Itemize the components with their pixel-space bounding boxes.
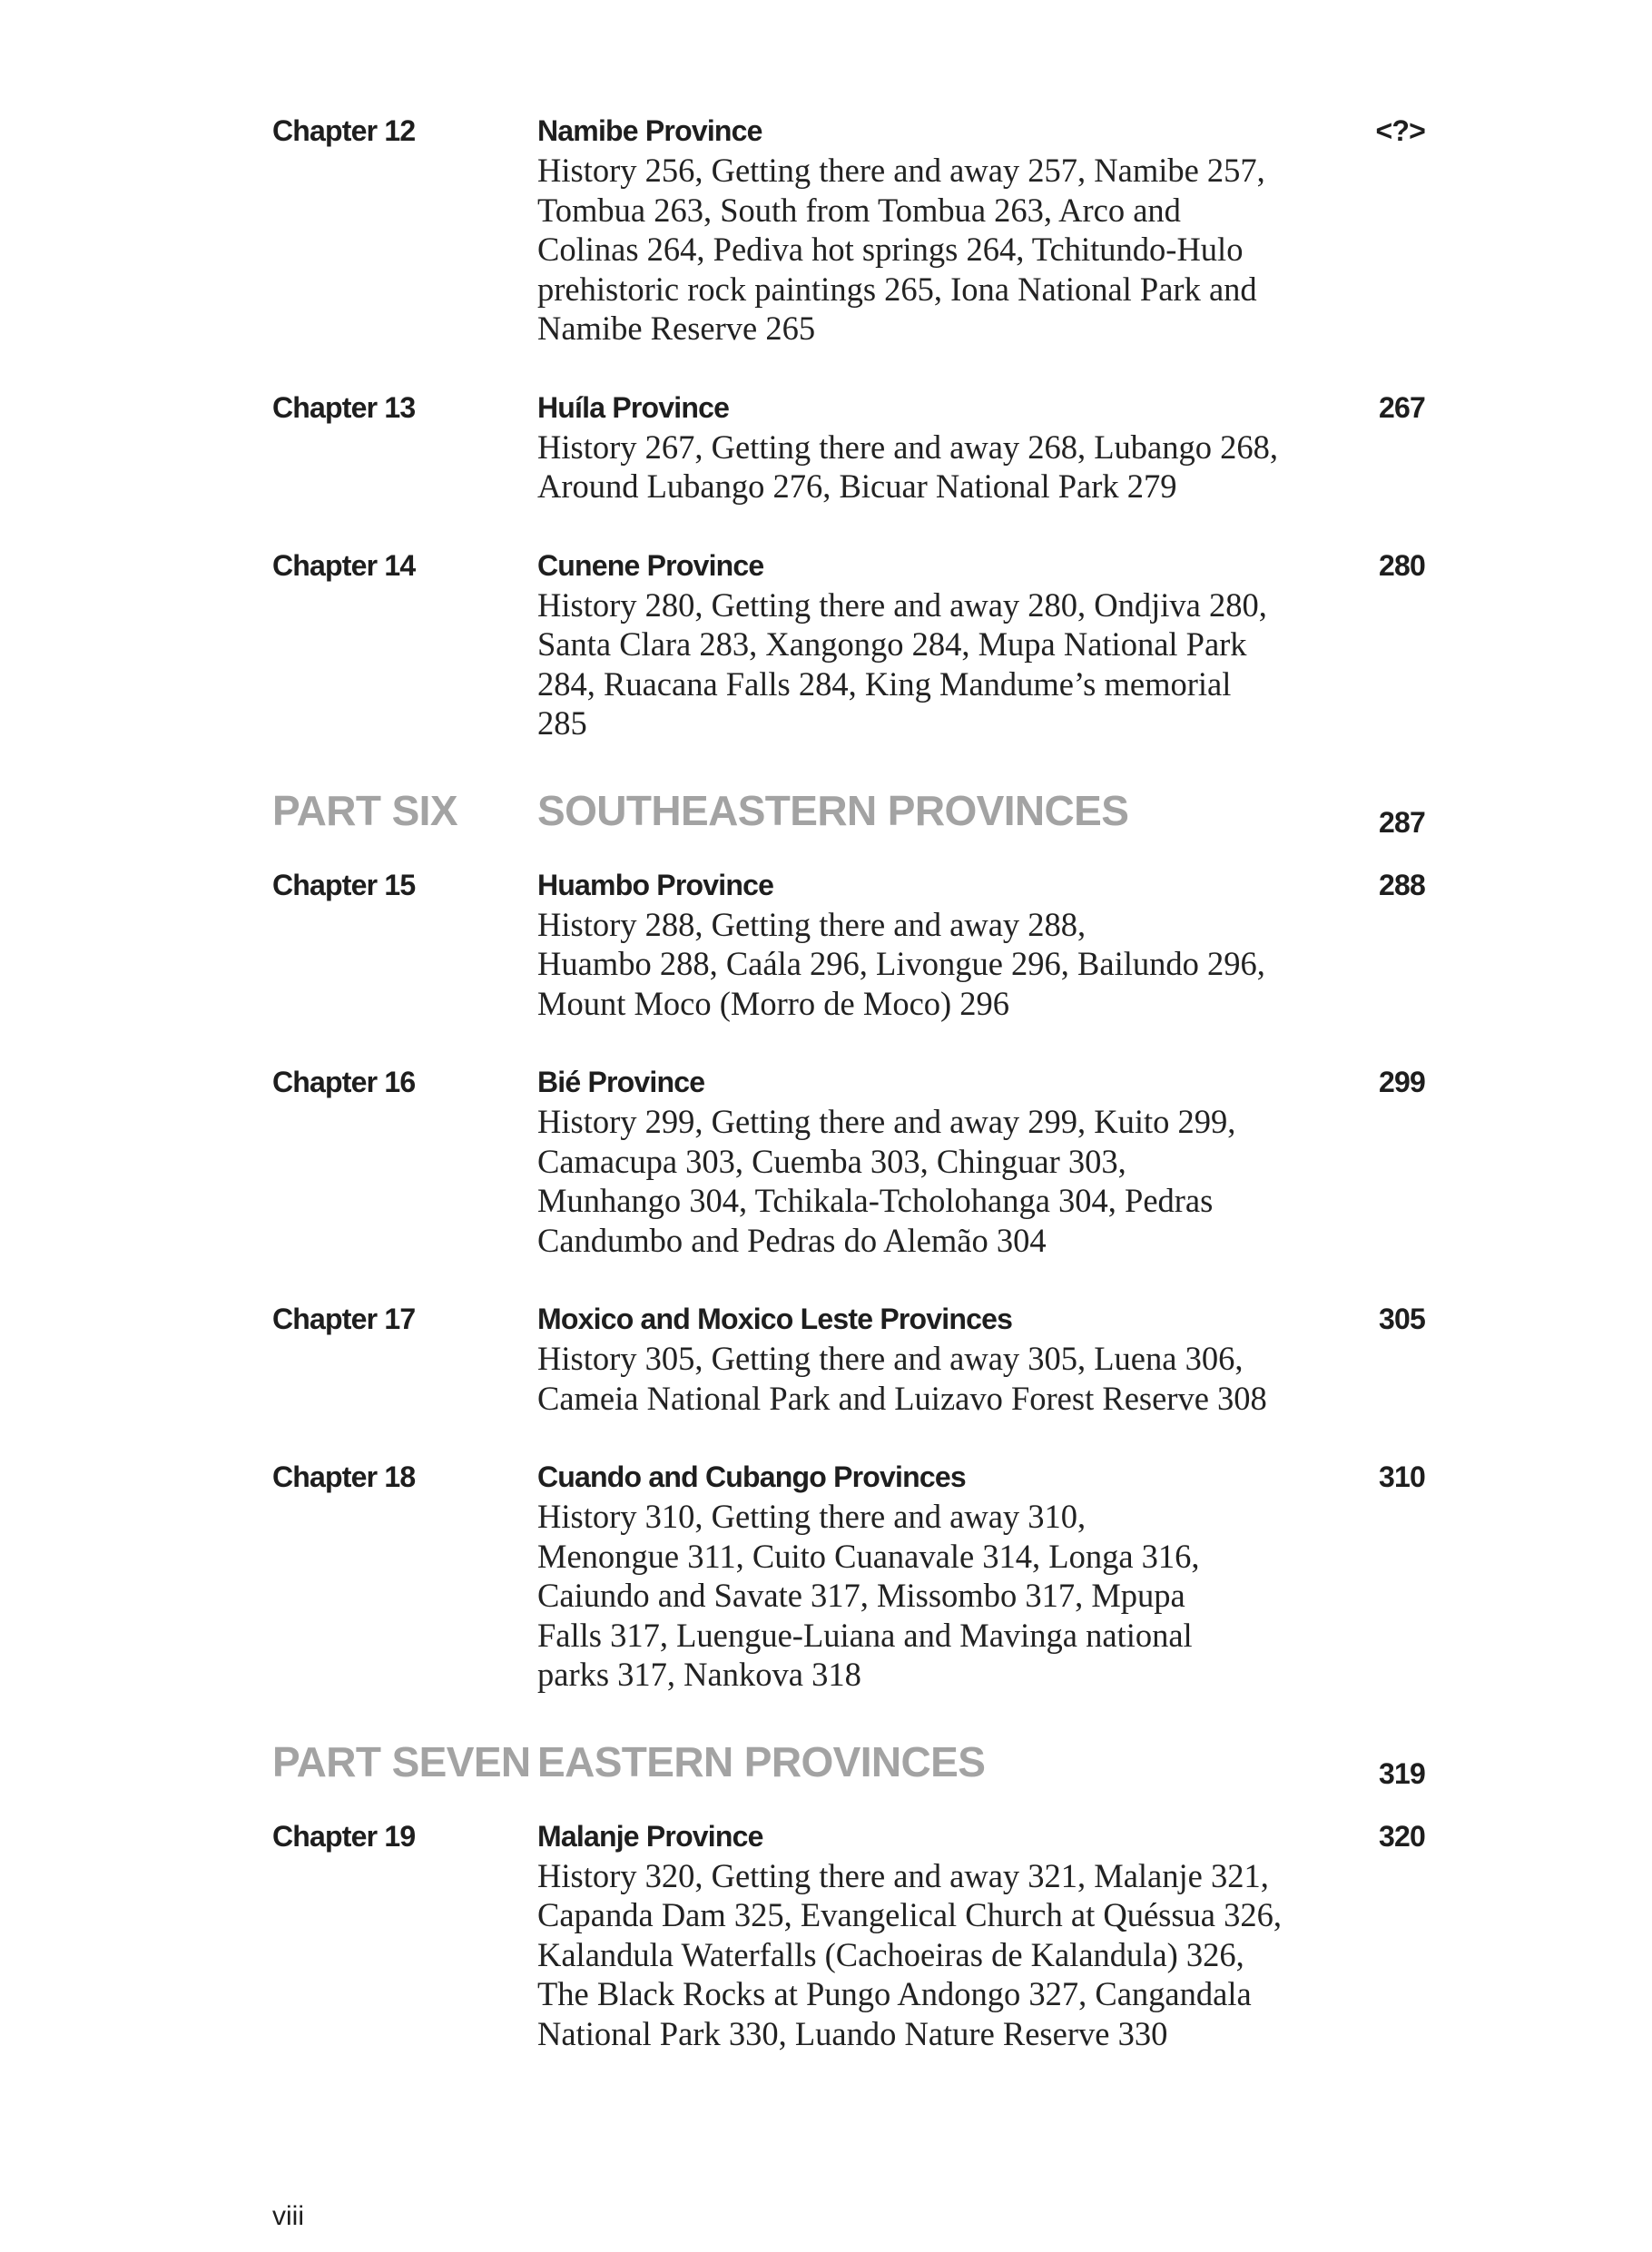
- part-page-number: 287: [1379, 805, 1425, 839]
- chapter-label: Chapter 19: [272, 1819, 416, 1853]
- part-label: PART SEVEN: [272, 1737, 531, 1785]
- contents-line: 284, Ruacana Falls 284, King Mandume’s memorial: [537, 664, 1232, 703]
- chapter-title: Cuando and Cubango Provinces: [537, 1460, 966, 1493]
- chapter-label: Chapter 16: [272, 1066, 416, 1098]
- chapter-title: Huambo Province: [537, 868, 774, 901]
- contents-line: History 320, Getting there and away 321, Malanje 321,: [537, 1856, 1269, 1894]
- contents-line: Menongue 311, Cuito Cuanavale 314, Longa 316,: [537, 1537, 1200, 1575]
- chapter-contents: [537, 1497, 1318, 1695]
- chapter-page-number: 267: [1379, 390, 1425, 424]
- chapter-label: Chapter 13: [272, 390, 416, 424]
- chapter-label: Chapter 14: [272, 548, 416, 582]
- table-of-contents: [272, 111, 1425, 2092]
- contents-line: Tombua 263, South from Tombua 263, Arco and: [537, 191, 1181, 229]
- chapter-entry: [272, 1299, 1425, 1418]
- contents-line: Huambo 288, Caála 296, Livongue 296, Bailundo 296,: [537, 945, 1265, 982]
- chapter-entry: [272, 1816, 1425, 2054]
- chapter-label: Chapter 18: [272, 1460, 416, 1493]
- chapter-page-number: <?>: [1375, 114, 1425, 147]
- chapter-label: Chapter 15: [272, 868, 416, 901]
- contents-line: parks 317, Nankova 318: [537, 1656, 861, 1693]
- contents-line: Kalandula Waterfalls (Cachoeiras de Kalandula) 326,: [537, 1935, 1244, 1973]
- chapter-body: [537, 865, 1318, 1024]
- chapter-body: [537, 388, 1318, 506]
- chapter-title: Malanje Province: [537, 1819, 763, 1853]
- contents-line: Santa Clara 283, Xangongo 284, Mupa National Park: [537, 625, 1247, 663]
- contents-line: Cameia National Park and Luizavo Forest Reserve 308: [537, 1379, 1267, 1417]
- chapter-contents: [537, 1102, 1318, 1260]
- contents-line: History 310, Getting there and away 310,: [537, 1498, 1087, 1535]
- chapter-body: [537, 1062, 1318, 1260]
- contents-line: Camacupa 303, Cuemba 303, Chinguar 303,: [537, 1142, 1126, 1180]
- chapter-contents: [537, 428, 1318, 506]
- chapter-entry: [272, 111, 1425, 349]
- contents-line: Candumbo and Pedras do Alemão 304: [537, 1221, 1047, 1259]
- contents-line: History 256, Getting there and away 257, Namibe 257,: [537, 152, 1265, 189]
- part-label: PART SIX: [272, 786, 457, 834]
- chapter-label: Chapter 17: [272, 1303, 416, 1335]
- part-heading: [272, 785, 1425, 839]
- chapter-body: [537, 546, 1318, 743]
- contents-line: National Park 330, Luando Nature Reserve 330: [537, 2014, 1168, 2052]
- part-heading: [272, 1736, 1425, 1790]
- chapter-entry: [272, 546, 1425, 743]
- contents-line: 285: [537, 704, 587, 742]
- contents-line: prehistoric rock paintings 265, Iona National Park and: [537, 270, 1257, 308]
- contents-line: History 267, Getting there and away 268, Lubango 268,: [537, 428, 1279, 466]
- chapter-body: [537, 1457, 1318, 1695]
- chapter-contents: [537, 905, 1318, 1024]
- page-number: viii: [272, 2201, 304, 2231]
- chapter-page-number: 299: [1379, 1066, 1425, 1098]
- chapter-label: Chapter 12: [272, 114, 416, 147]
- chapter-page-number: 288: [1379, 868, 1425, 901]
- chapter-contents: [537, 151, 1318, 349]
- chapter-page-number: 305: [1379, 1303, 1425, 1335]
- chapter-page-number: 310: [1379, 1460, 1425, 1493]
- chapter-entry: [272, 865, 1425, 1024]
- chapter-page-number: 320: [1379, 1819, 1425, 1853]
- contents-line: Falls 317, Luengue-Luiana and Mavinga national: [537, 1616, 1193, 1654]
- contents-line: Caiundo and Savate 317, Missombo 317, Mpupa: [537, 1577, 1185, 1614]
- part-page-number: 319: [1379, 1756, 1425, 1790]
- chapter-page-number: 280: [1379, 548, 1425, 582]
- chapter-body: [537, 1299, 1318, 1418]
- chapter-body: [537, 111, 1318, 349]
- chapter-title: Moxico and Moxico Leste Provinces: [537, 1303, 1013, 1335]
- contents-line: History 299, Getting there and away 299, Kuito 299,: [537, 1103, 1236, 1140]
- chapter-entry: [272, 1457, 1425, 1695]
- chapter-title: Namibe Province: [537, 114, 762, 147]
- contents-line: History 280, Getting there and away 280, Ondjiva 280,: [537, 585, 1267, 624]
- chapter-body: [537, 1816, 1318, 2054]
- chapter-contents: [537, 1856, 1318, 2054]
- contents-line: The Black Rocks at Pungo Andongo 327, Cangandala: [537, 1975, 1252, 2012]
- contents-line: Munhango 304, Tchikala-Tcholohanga 304, Pedras: [537, 1182, 1214, 1219]
- chapter-contents: [537, 585, 1318, 743]
- part-title: SOUTHEASTERN PROVINCES: [537, 786, 1129, 834]
- chapter-title: Huíla Province: [537, 390, 730, 424]
- contents-line: Around Lubango 276, Bicuar National Park 279: [537, 467, 1177, 505]
- chapter-entry: [272, 1062, 1425, 1260]
- contents-line: Namibe Reserve 265: [537, 310, 816, 347]
- chapter-title: Cunene Province: [537, 548, 764, 582]
- contents-line: History 305, Getting there and away 305, Luena 306,: [537, 1340, 1244, 1377]
- part-title: EASTERN PROVINCES: [537, 1737, 986, 1785]
- chapter-title: Bié Province: [537, 1066, 705, 1098]
- contents-line: Mount Moco (Morro de Moco) 296: [537, 984, 1010, 1022]
- contents-line: History 288, Getting there and away 288,: [537, 905, 1087, 943]
- chapter-entry: [272, 388, 1425, 506]
- contents-line: Colinas 264, Pediva hot springs 264, Tchitundo-Hulo: [537, 231, 1244, 268]
- chapter-contents: [537, 1339, 1318, 1418]
- contents-line: Capanda Dam 325, Evangelical Church at Quéssua 326,: [537, 1896, 1283, 1933]
